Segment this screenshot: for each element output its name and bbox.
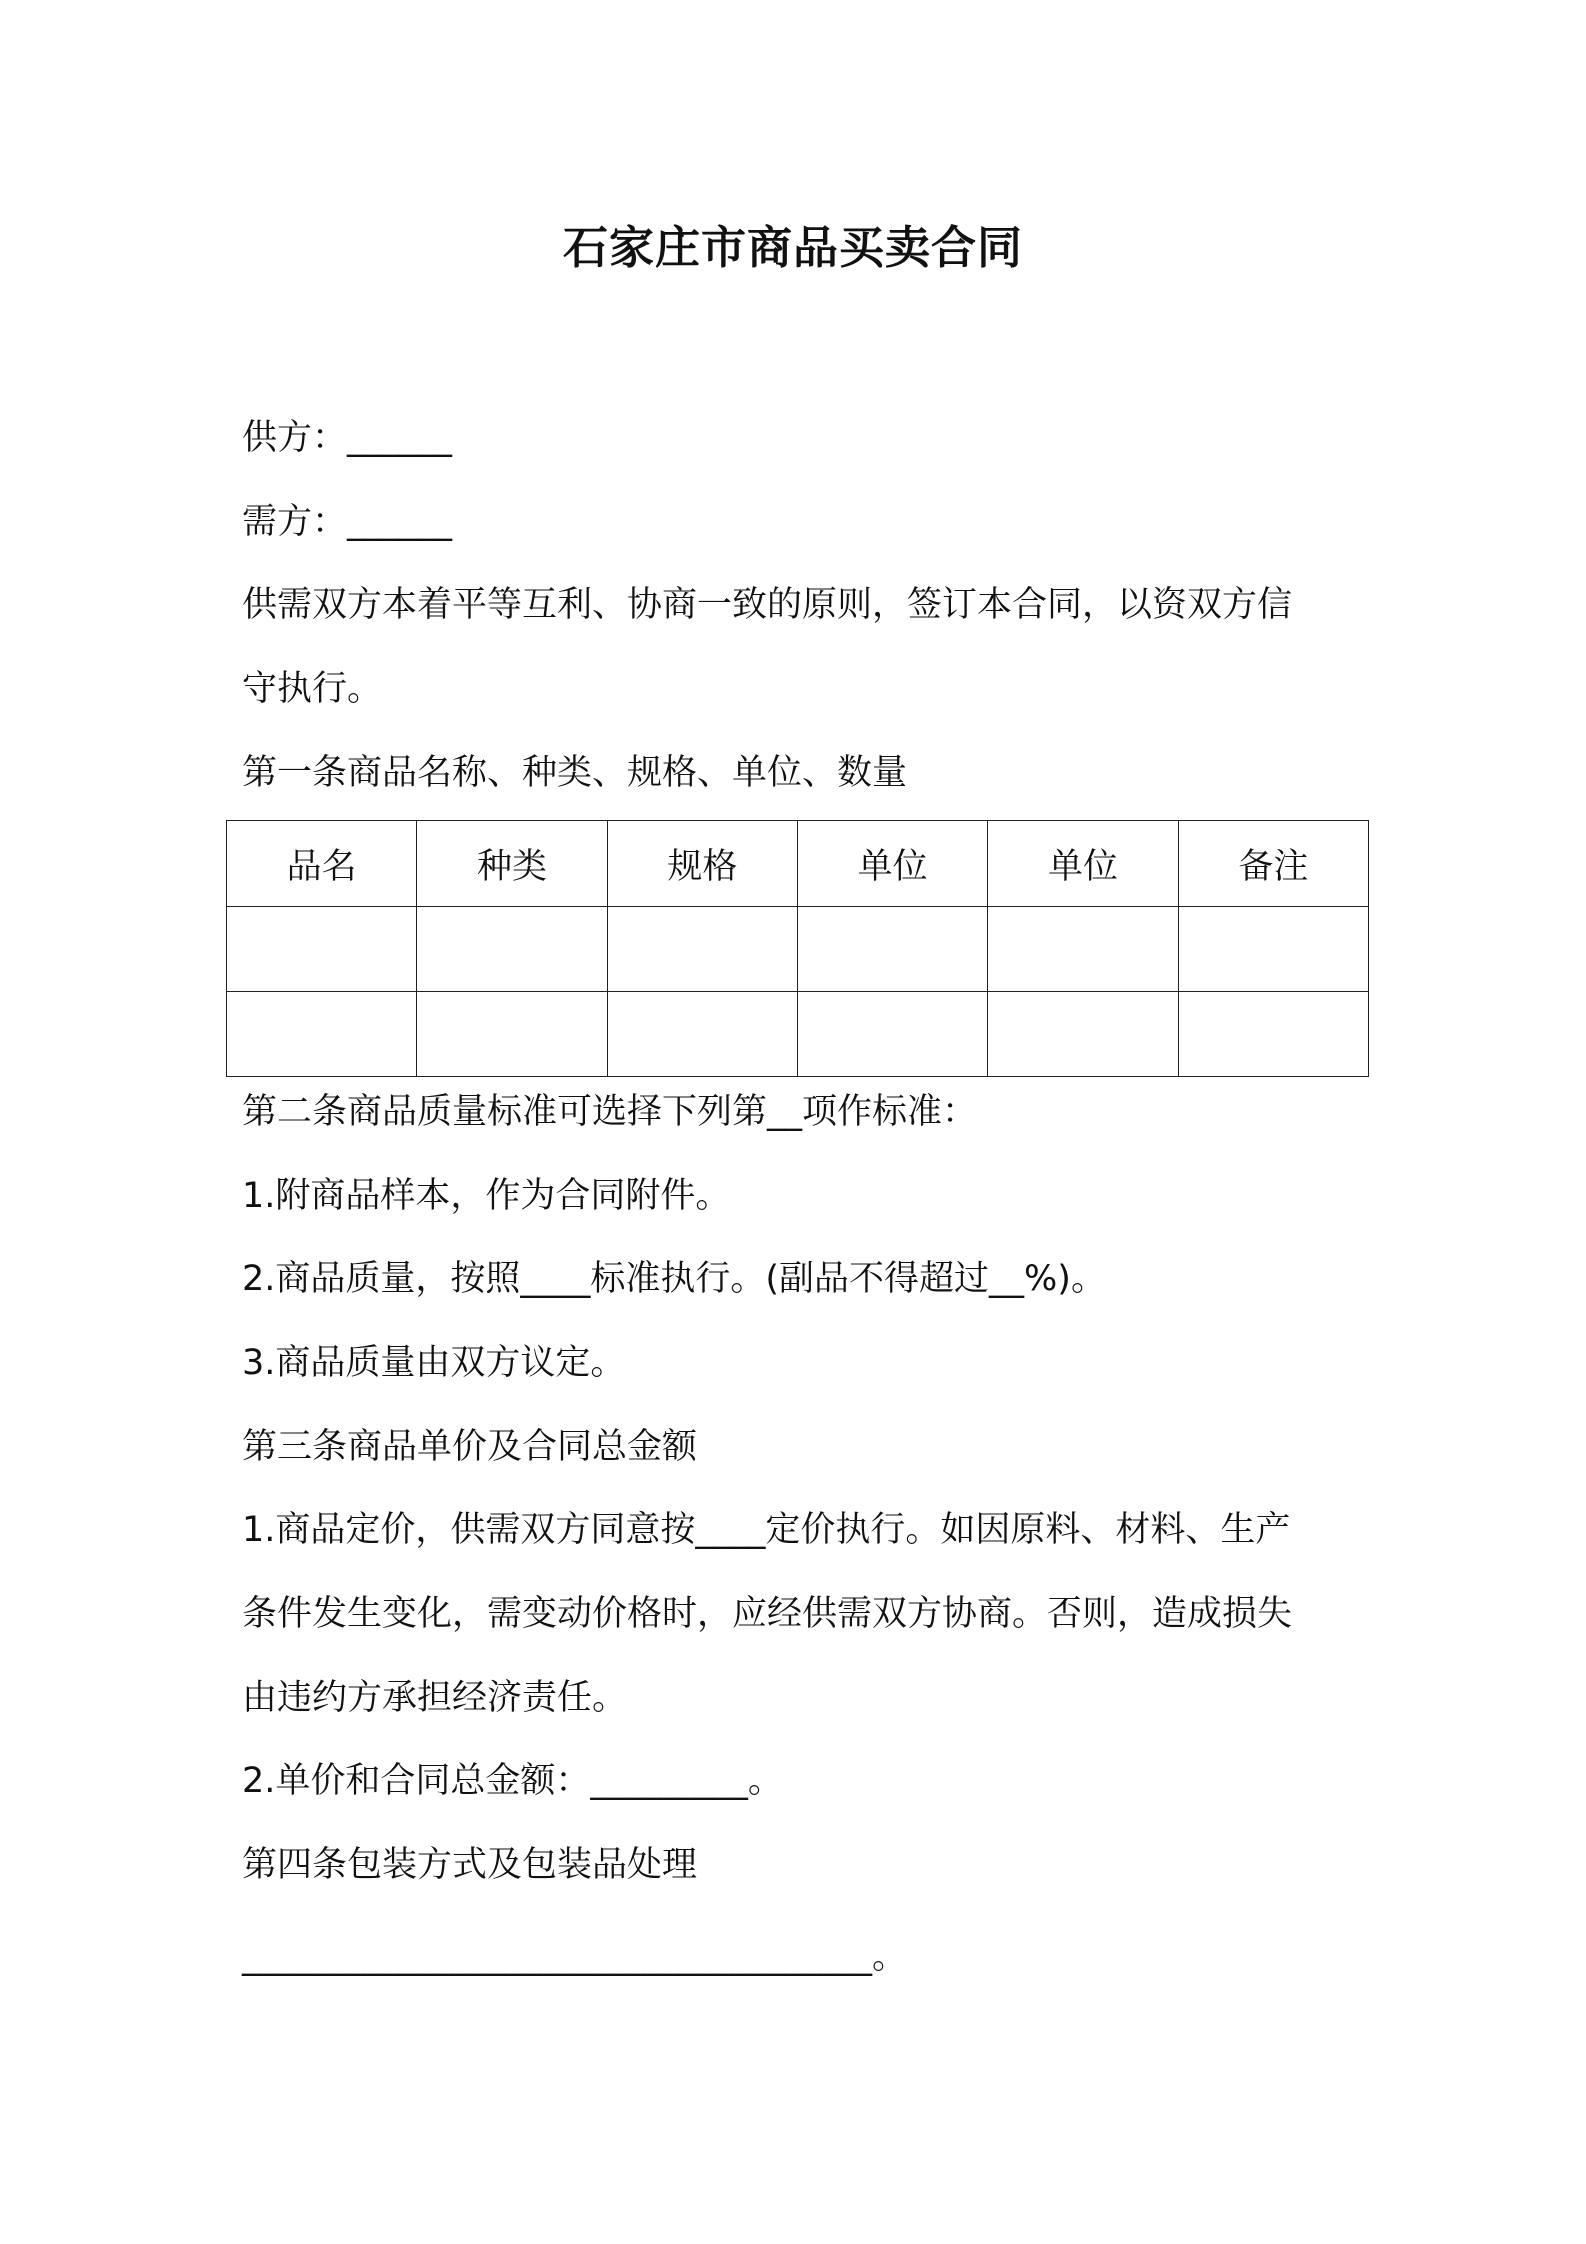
- table-cell: [1178, 907, 1368, 992]
- article-2-item-3: 3.商品质量由双方议定。: [242, 1343, 626, 1383]
- article-4-blank-line: ____________________________________。: [242, 1937, 908, 1977]
- table-cell: [607, 907, 797, 992]
- table-cell: [227, 907, 417, 992]
- table-cell: [797, 992, 987, 1077]
- table-cell: [797, 907, 987, 992]
- table-cell: [1178, 992, 1368, 1077]
- table-cell: [227, 992, 417, 1077]
- table-header-cell: 种类: [417, 821, 607, 907]
- article-3-item-1-line-2: 条件发生变化，需变动价格时，应经供需双方协商。否则，造成损失: [242, 1594, 1293, 1634]
- buyer-line: 需方：______: [242, 502, 453, 542]
- article-4-heading: 第四条包装方式及包装品处理: [242, 1845, 698, 1885]
- document-title: 石家庄市商品买卖合同: [562, 221, 1023, 274]
- table-header-cell: 单位: [988, 821, 1178, 907]
- article-1-heading: 第一条商品名称、种类、规格、单位、数量: [242, 753, 908, 793]
- table-cell: [417, 907, 607, 992]
- table-cell: [988, 907, 1178, 992]
- table-row: [227, 907, 1369, 992]
- article-2-item-1: 1.附商品样本，作为合同附件。: [242, 1176, 731, 1216]
- article-3-item-1-line-1: 1.商品定价，供需双方同意按____定价执行。如因原料、材料、生产: [242, 1510, 1291, 1550]
- table-header-cell: 规格: [607, 821, 797, 907]
- article-3-item-2: 2.单价和合同总金额：_________。: [242, 1761, 783, 1801]
- table-header-cell: 单位: [797, 821, 987, 907]
- table-header-cell: 品名: [227, 821, 417, 907]
- preamble-line-1: 供需双方本着平等互利、协商一致的原则，签订本合同，以资双方信: [242, 585, 1293, 625]
- article-3-item-1-line-3: 由违约方承担经济责任。: [242, 1678, 628, 1718]
- preamble-line-2: 守执行。: [242, 669, 383, 709]
- table-row: [227, 992, 1369, 1077]
- article-2-item-2: 2.商品质量，按照____标准执行。(副品不得超过__%)。: [242, 1259, 1106, 1299]
- table-cell: [607, 992, 797, 1077]
- article-2-heading: 第二条商品质量标准可选择下列第__项作标准：: [242, 1092, 978, 1132]
- table-header-cell: 备注: [1178, 821, 1368, 907]
- table-cell: [988, 992, 1178, 1077]
- supplier-line: 供方：______: [242, 418, 453, 458]
- goods-spec-table: [226, 820, 1369, 1077]
- article-3-heading: 第三条商品单价及合同总金额: [242, 1427, 698, 1467]
- table-cell: [417, 992, 607, 1077]
- table-header-row: [227, 821, 1369, 907]
